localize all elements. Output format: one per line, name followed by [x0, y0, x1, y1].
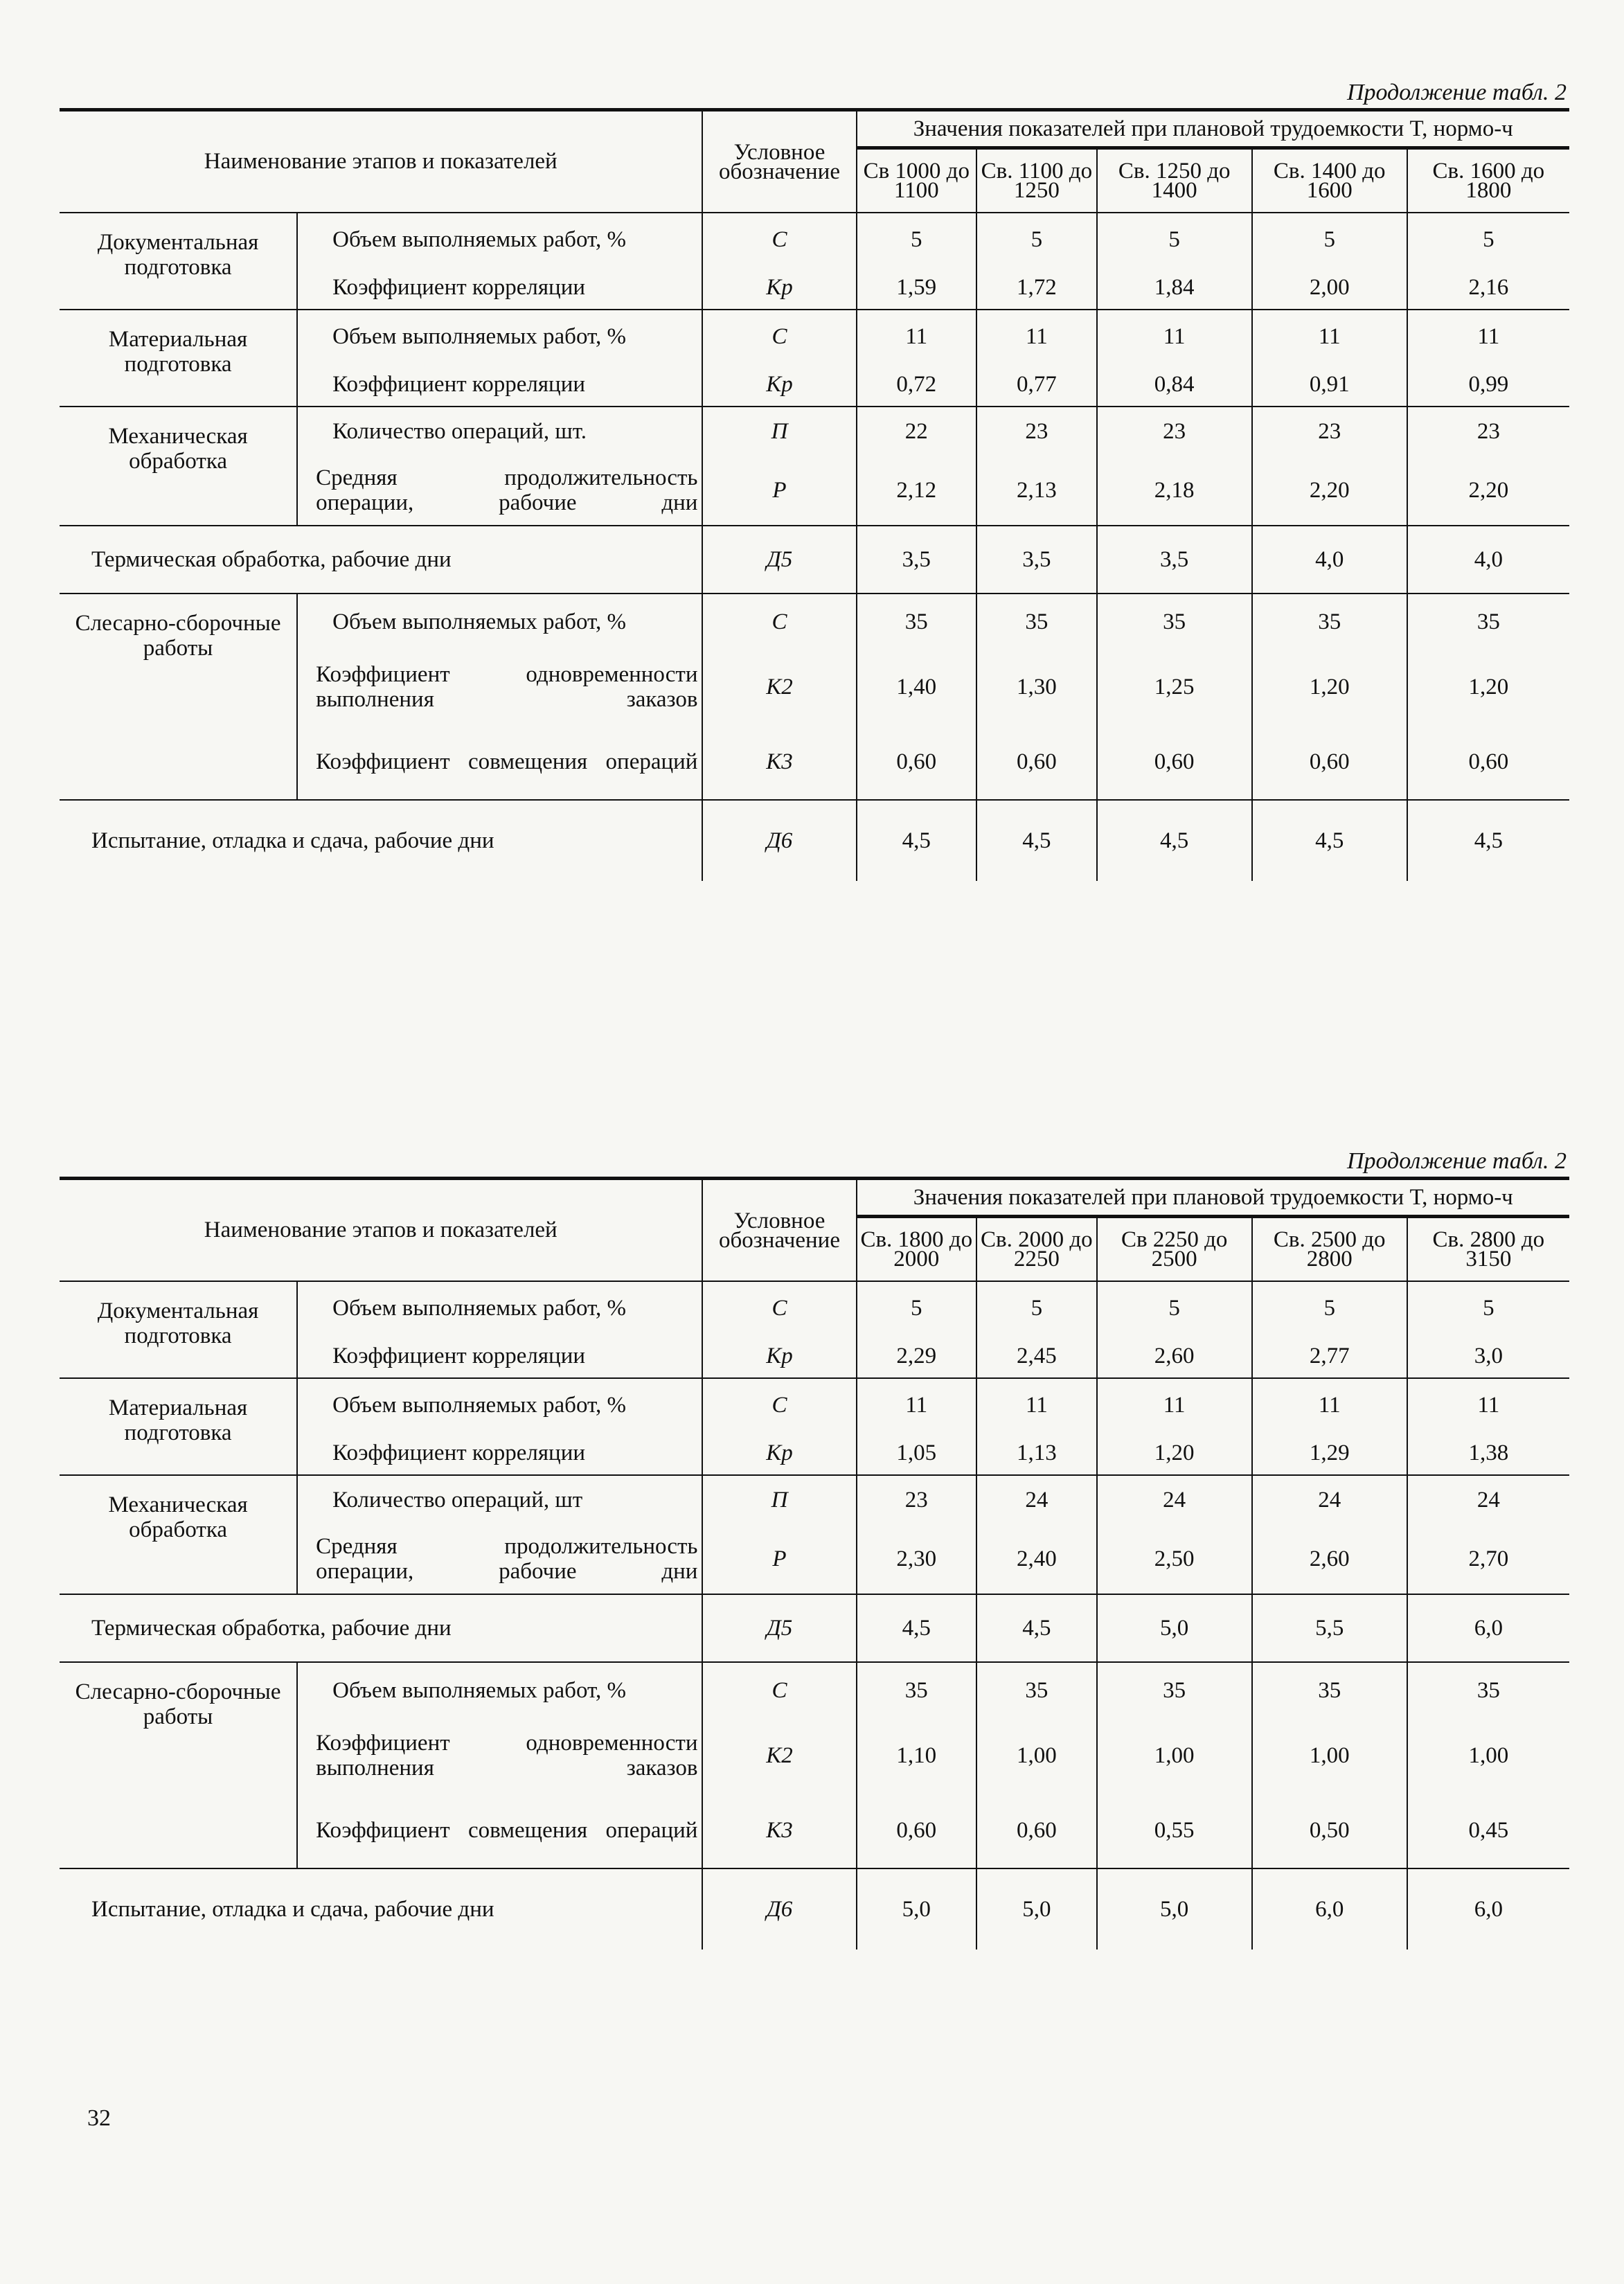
stage-test: Испытание, отладка и сдача, рабочие дни: [60, 800, 702, 881]
value-cell: 23: [857, 1475, 977, 1524]
indicator-text: Объем выполняемых работ, %: [332, 227, 626, 252]
symbol-cell: C: [702, 1281, 856, 1335]
value-cell: 5: [1252, 1281, 1407, 1335]
table-row: [60, 526, 1569, 594]
value-cell: 1,40: [857, 650, 977, 724]
value-cell: 5: [857, 1281, 977, 1335]
value-cell: 5: [1097, 1281, 1252, 1335]
value-cell: 4,0: [1474, 546, 1503, 572]
value-cell: 22: [857, 407, 977, 456]
value-cell: 0,55: [1097, 1793, 1252, 1868]
value-cell: 24: [1252, 1475, 1407, 1524]
indicator-text: Объем выполняемых работ, %: [332, 1678, 626, 1703]
value-cell: 23: [976, 407, 1097, 456]
value-cell: 2,16: [1468, 274, 1509, 300]
indicator-text: Коэффициент корреляции: [332, 372, 586, 397]
indicator-label: [297, 650, 702, 724]
range-header: Св. 1100 до 1250: [976, 148, 1097, 213]
value-cell: 1,13: [976, 1431, 1097, 1475]
value-cell: 6,0: [1474, 1615, 1503, 1641]
value-cell: 5: [1483, 1295, 1494, 1321]
indicator-label: [297, 1431, 702, 1475]
symbol-cell: C: [702, 1662, 856, 1718]
value-cell: 5,0: [1097, 1868, 1252, 1950]
indicators-table-2: [60, 1177, 1569, 1950]
symbol-cell: K2: [702, 1718, 856, 1793]
header-symbol: Условное обозначение: [702, 1179, 856, 1282]
range-header: Св. 2500 до 2800: [1252, 1217, 1407, 1282]
header-values-title: Значения показателей при плановой трудоемкости T, нормо-ч: [857, 110, 1570, 148]
symbol-cell: Д5: [702, 526, 856, 594]
value-cell: 11: [1477, 1392, 1500, 1418]
value-cell: 5: [976, 213, 1097, 266]
value-cell: 1,20: [1097, 1431, 1252, 1475]
range-header: Св. 1400 до 1600: [1252, 148, 1407, 213]
value-cell: 11: [1477, 323, 1500, 349]
value-cell: 6,0: [1474, 1896, 1503, 1922]
value-cell: 4,5: [1097, 800, 1252, 881]
value-cell: 2,30: [857, 1524, 977, 1594]
header-name: Наименование этапов и показателей: [60, 110, 702, 213]
symbol-cell: Д6: [702, 800, 856, 881]
stage-doc: Документальная подготовка: [60, 1281, 297, 1378]
value-cell: 1,00: [976, 1718, 1097, 1793]
value-cell: 35: [976, 1662, 1097, 1718]
value-cell: 0,60: [857, 1793, 977, 1868]
indicator-text: Объем выполняемых работ, %: [332, 324, 626, 349]
value-cell: 1,00: [1252, 1718, 1407, 1793]
value-cell: 35: [857, 594, 977, 650]
range-header: Св 2250 до 2500: [1097, 1217, 1252, 1282]
indicators-table-1: [60, 108, 1569, 881]
value-cell: 35: [1476, 609, 1500, 634]
value-cell: 11: [857, 310, 977, 363]
value-cell: 1,00: [1468, 1742, 1509, 1768]
value-cell: 1,25: [1097, 650, 1252, 724]
symbol-cell: Kр: [702, 1431, 856, 1475]
value-cell: 4,5: [976, 800, 1097, 881]
value-cell: 2,70: [1468, 1546, 1509, 1571]
value-cell: 23: [1476, 418, 1500, 444]
indicator-label: [297, 266, 702, 310]
table-row: [60, 1868, 1569, 1950]
value-cell: 4,5: [857, 1594, 977, 1662]
value-cell: 5: [1252, 213, 1407, 266]
value-cell: 5: [1483, 226, 1494, 252]
symbol-cell: Д5: [702, 1594, 856, 1662]
value-cell: 5: [857, 213, 977, 266]
range-header: Св. 1600 до 1800: [1407, 148, 1569, 213]
indicator-text: Объем выполняемых работ, %: [332, 1393, 626, 1418]
indicator-text: Объем выполняемых работ, %: [332, 1296, 626, 1321]
value-cell: 2,13: [976, 456, 1097, 526]
value-cell: 2,00: [1252, 266, 1407, 310]
symbol-cell: П: [702, 1475, 856, 1524]
value-cell: 1,10: [857, 1718, 977, 1793]
value-cell: 0,50: [1252, 1793, 1407, 1868]
indicator-label: [297, 213, 702, 266]
value-cell: 11: [857, 1378, 977, 1431]
value-cell: 0,60: [1097, 724, 1252, 800]
stage-mech: Механическая обработка: [60, 407, 297, 526]
value-cell: 35: [1252, 594, 1407, 650]
indicator-label: [297, 1793, 702, 1868]
table-row: [60, 310, 1569, 363]
indicator-label: [297, 1475, 702, 1524]
value-cell: 0,60: [857, 724, 977, 800]
value-cell: 1,20: [1468, 674, 1509, 699]
stage-mat: Материальная подготовка: [60, 310, 297, 407]
value-cell: 4,5: [1474, 828, 1503, 853]
range-header: Св. 1800 до 2000: [857, 1217, 977, 1282]
value-cell: 4,5: [1252, 800, 1407, 881]
symbol-cell: P: [702, 456, 856, 526]
header-row: [60, 110, 1569, 148]
value-cell: 4,5: [976, 1594, 1097, 1662]
symbol-cell: C: [702, 310, 856, 363]
value-cell: 11: [976, 1378, 1097, 1431]
value-cell: 1,38: [1468, 1440, 1509, 1465]
value-cell: 24: [976, 1475, 1097, 1524]
range-header: Св. 2000 до 2250: [976, 1217, 1097, 1282]
indicator-label: [297, 594, 702, 650]
symbol-cell: K3: [702, 1793, 856, 1868]
value-cell: 3,5: [1097, 526, 1252, 594]
table-row: [60, 1378, 1569, 1431]
symbol-cell: C: [702, 1378, 856, 1431]
value-cell: 1,05: [857, 1431, 977, 1475]
stage-ass: Слесарно-сборочные работы: [60, 1662, 297, 1868]
value-cell: 11: [1252, 310, 1407, 363]
value-cell: 6,0: [1252, 1868, 1407, 1950]
value-cell: 2,50: [1097, 1524, 1252, 1594]
value-cell: 0,77: [976, 363, 1097, 407]
range-header: Св. 1250 до 1400: [1097, 148, 1252, 213]
value-cell: 11: [1252, 1378, 1407, 1431]
value-cell: 0,45: [1468, 1817, 1509, 1843]
indicator-text: Объем выполняемых работ, %: [332, 609, 626, 634]
table-row: [60, 1594, 1569, 1662]
continuation-label: Продолжение табл. 2: [1346, 80, 1567, 105]
value-cell: 2,29: [857, 1335, 977, 1378]
value-cell: 5,5: [1252, 1594, 1407, 1662]
symbol-cell: П: [702, 407, 856, 456]
table-row: [60, 594, 1569, 650]
stage-test: Испытание, отладка и сдача, рабочие дни: [60, 1868, 702, 1950]
indicator-label: [297, 1281, 702, 1335]
value-cell: 2,45: [976, 1335, 1097, 1378]
symbol-cell: Д6: [702, 1868, 856, 1950]
value-cell: 24: [1476, 1487, 1500, 1513]
value-cell: 23: [1097, 407, 1252, 456]
symbol-cell: P: [702, 1524, 856, 1594]
symbol-cell: K2: [702, 650, 856, 724]
value-cell: 5: [1097, 213, 1252, 266]
header-values-title: Значения показателей при плановой трудоемкости T, нормо-ч: [857, 1179, 1570, 1217]
indicator-text: Количество операций, шт.: [332, 419, 587, 444]
value-cell: 35: [1252, 1662, 1407, 1718]
header-row: [60, 1179, 1569, 1217]
indicator-label: [297, 310, 702, 363]
table-block-2: [60, 1146, 1569, 1950]
indicator-label: [297, 456, 702, 526]
header-name: Наименование этапов и показателей: [60, 1179, 702, 1282]
stage-therm: Термическая обработка, рабочие дни: [60, 1594, 702, 1662]
table-row: [60, 1281, 1569, 1335]
value-cell: 35: [1476, 1677, 1500, 1703]
value-cell: 0,60: [976, 724, 1097, 800]
table-block-1: [60, 78, 1569, 881]
symbol-cell: C: [702, 594, 856, 650]
symbol-cell: Kр: [702, 1335, 856, 1378]
value-cell: 11: [1097, 1378, 1252, 1431]
value-cell: 5,0: [857, 1868, 977, 1950]
indicator-text: Коэффициент корреляции: [332, 275, 586, 300]
value-cell: 1,00: [1097, 1718, 1252, 1793]
indicator-label: [297, 407, 702, 456]
stage-mat: Материальная подготовка: [60, 1378, 297, 1475]
value-cell: 35: [1097, 1662, 1252, 1718]
indicator-label: [297, 724, 702, 800]
table-row: [60, 800, 1569, 881]
indicator-text: Коэффициент одновременности выполнения заказов: [316, 662, 698, 712]
value-cell: 1,30: [976, 650, 1097, 724]
continuation-label: Продолжение табл. 2: [1346, 1148, 1567, 1174]
value-cell: 23: [1252, 407, 1407, 456]
value-cell: 0,91: [1252, 363, 1407, 407]
table-row: [60, 407, 1569, 456]
value-cell: 11: [976, 310, 1097, 363]
header-symbol: Условное обозначение: [702, 110, 856, 213]
symbol-cell: C: [702, 213, 856, 266]
value-cell: 2,18: [1097, 456, 1252, 526]
value-cell: 5: [976, 1281, 1097, 1335]
value-cell: 0,60: [976, 1793, 1097, 1868]
value-cell: 1,84: [1097, 266, 1252, 310]
value-cell: 1,29: [1252, 1431, 1407, 1475]
table-row: [60, 213, 1569, 266]
indicator-text: Средняя продолжительность операции, рабочие дни: [316, 1534, 698, 1584]
indicator-label: [297, 363, 702, 407]
indicator-label: [297, 1524, 702, 1594]
indicator-label: [297, 1378, 702, 1431]
stage-mech: Механическая обработка: [60, 1475, 297, 1594]
value-cell: 2,12: [857, 456, 977, 526]
range-header: Св. 2800 до 3150: [1407, 1217, 1569, 1282]
value-cell: 2,20: [1252, 456, 1407, 526]
range-header: Св 1000 до 1100: [857, 148, 977, 213]
value-cell: 0,72: [857, 363, 977, 407]
value-cell: 5,0: [1097, 1594, 1252, 1662]
indicator-text: Коэффициент одновременности выполнения заказов: [316, 1731, 698, 1781]
value-cell: 0,60: [1252, 724, 1407, 800]
value-cell: 2,60: [1097, 1335, 1252, 1378]
page-number: 32: [87, 2105, 111, 2131]
value-cell: 3,0: [1474, 1343, 1503, 1368]
value-cell: 0,99: [1468, 371, 1509, 397]
value-cell: 1,20: [1252, 650, 1407, 724]
value-cell: 2,60: [1252, 1524, 1407, 1594]
value-cell: 24: [1097, 1475, 1252, 1524]
value-cell: 1,72: [976, 266, 1097, 310]
value-cell: 35: [1097, 594, 1252, 650]
indicator-label: [297, 1718, 702, 1793]
symbol-cell: Kр: [702, 363, 856, 407]
indicator-text: Средняя продолжительность операции, рабочие дни: [316, 465, 698, 515]
stage-therm: Термическая обработка, рабочие дни: [60, 526, 702, 594]
indicator-text: Количество операций, шт: [332, 1488, 583, 1513]
indicator-text: Коэффициент совмещения операций: [316, 1818, 698, 1843]
value-cell: 2,40: [976, 1524, 1097, 1594]
indicator-label: [297, 1335, 702, 1378]
value-cell: 35: [976, 594, 1097, 650]
value-cell: 1,59: [857, 266, 977, 310]
value-cell: 35: [857, 1662, 977, 1718]
value-cell: 0,84: [1097, 363, 1252, 407]
value-cell: 5,0: [976, 1868, 1097, 1950]
value-cell: 11: [1097, 310, 1252, 363]
stage-ass: Слесарно-сборочные работы: [60, 594, 297, 800]
value-cell: 3,5: [976, 526, 1097, 594]
stage-doc: Документальная подготовка: [60, 213, 297, 310]
symbol-cell: K3: [702, 724, 856, 800]
table-row: [60, 1475, 1569, 1524]
value-cell: 3,5: [857, 526, 977, 594]
indicator-text: Коэффициент корреляции: [332, 1344, 586, 1368]
indicator-text: Коэффициент совмещения операций: [316, 749, 698, 774]
indicator-label: [297, 1662, 702, 1718]
value-cell: 4,0: [1252, 526, 1407, 594]
symbol-cell: Kр: [702, 266, 856, 310]
value-cell: 2,20: [1468, 477, 1509, 503]
value-cell: 0,60: [1468, 749, 1509, 774]
table-row: [60, 1662, 1569, 1718]
indicator-text: Коэффициент корреляции: [332, 1440, 586, 1465]
value-cell: 4,5: [857, 800, 977, 881]
value-cell: 2,77: [1252, 1335, 1407, 1378]
